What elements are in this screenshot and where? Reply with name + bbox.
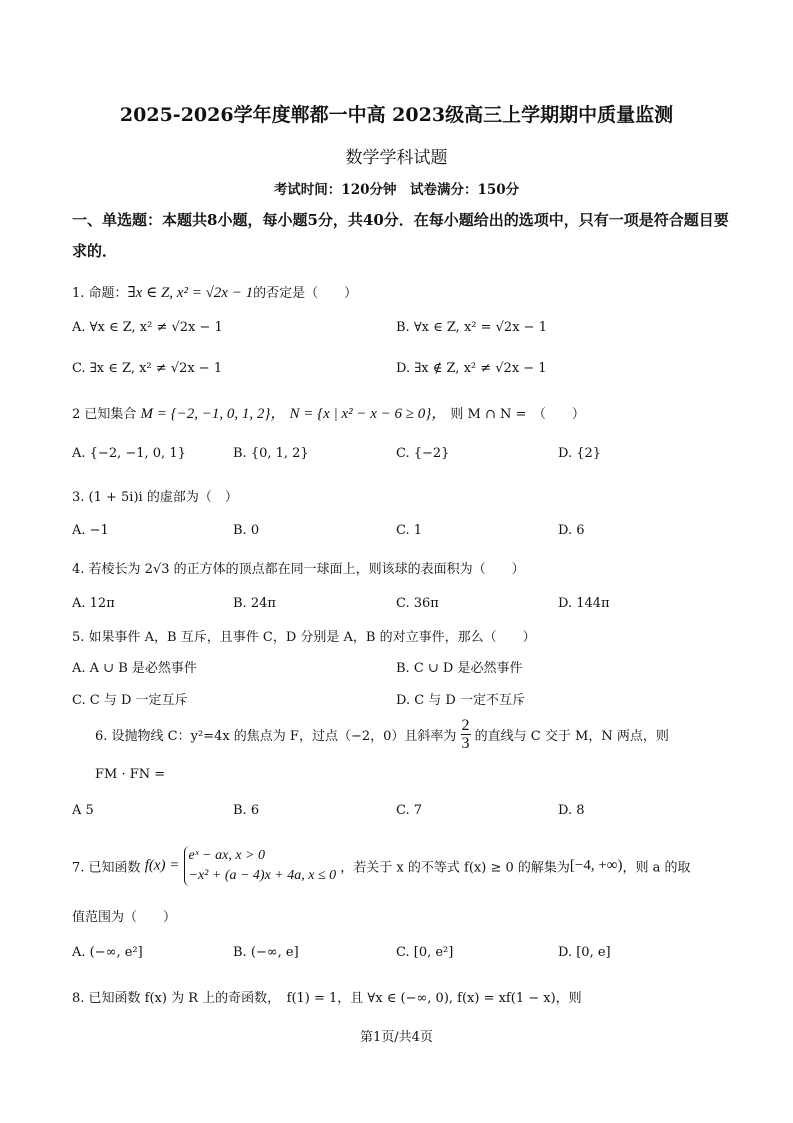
q2-prefix: 2 已知集合 (72, 407, 137, 422)
question-3-stem: 3. (1 + 5i)i 的虚部为（ ） (72, 490, 238, 505)
q2-option-b: B. {0, 1, 2} (233, 446, 309, 461)
q4-option-d: D. 144π (558, 596, 610, 611)
q6-prefix: 6. 设抛物线 C：y²=4x 的焦点为 F，过点（−2，0）且斜率为 (95, 729, 457, 744)
question-2-stem (72, 402, 585, 423)
q6-fraction-denominator: 3 (461, 735, 470, 752)
q1-option-d: D. ∃x ∉ Z, x² ≠ √2x − 1 (396, 361, 547, 376)
q7-option-c: C. [0, e²] (396, 945, 454, 960)
q5-option-d: D. C 与 D 一定不互斥 (396, 693, 525, 708)
q4-option-c: C. 36π (396, 596, 439, 611)
q6-line2: FM · FN = (95, 767, 166, 782)
q5-option-b: B. C ∪ D 是必然事件 (396, 661, 523, 676)
question-8-stem: 8. 已知函数 f(x) 为 R 上的奇函数， f(1) = 1，且 ∀x ∈ (−∞, 0), f(x) = xf(1 − x)，则 (72, 991, 582, 1006)
q7-mid: ，若关于 x 的不等式 f(x) ≥ 0 的解集为 (340, 860, 570, 876)
q1-option-b: B. ∀x ∈ Z, x² = √2x − 1 (396, 320, 547, 335)
q6-fraction-numerator: 2 (461, 717, 470, 734)
question-1-stem (72, 282, 357, 302)
q1-prefix: 1. 命题： (72, 286, 128, 301)
q5-option-c: C. C 与 D 一定互斥 (72, 693, 188, 708)
q3-option-a: A. −1 (72, 523, 109, 538)
q6-option-d: D. 8 (558, 803, 585, 818)
q2-option-a: A. {−2, −1, 0, 1} (72, 446, 186, 461)
q6-option-b: B. 6 (233, 803, 260, 818)
q2-suffix: 则 M ∩ N = （ ） (450, 407, 585, 422)
q7-option-a: A. (−∞, e²] (72, 945, 143, 960)
q1-suffix: 的否定是（ ） (253, 286, 358, 301)
q3-option-c: C. 1 (396, 523, 423, 538)
section-intro: 一、单选题：本题共8小题，每小题5分，共40分．在每小题给出的选项中，只有一项是符合题目要求的． (72, 211, 729, 260)
q6-option-a: A 5 (72, 803, 94, 818)
question-5-stem: 5. 如果事件 A，B 互斥，且事件 C，D 分别是 A，B 的对立事件，那么（ ） (72, 630, 536, 645)
question-6-stem (95, 717, 669, 752)
exam-info: 考试时间：120分钟 试卷满分：150分 (273, 182, 520, 198)
q7-case-1: eˣ − ax, x > 0 (188, 848, 266, 863)
q2-option-d: D. {2} (558, 446, 602, 461)
q6-suffix: 的直线与 C 交于 M，N 两点，则 (474, 729, 669, 744)
q7-interval: [−4, +∞) (569, 857, 623, 874)
q4-option-b: B. 24π (233, 596, 276, 611)
document-title: 2025-2026学年度郸都一中高 2023级高三上学期期中质量监测 (119, 104, 674, 126)
q7-prefix: 7. 已知函数 (72, 860, 141, 876)
q7-case-2: −x² + (a − 4)x + 4a, x ≤ 0 (188, 868, 337, 883)
q2-set-m: M = {−2, −1, 0, 1, 2}， (140, 406, 286, 422)
q3-option-d: D. 6 (558, 523, 585, 538)
q7-option-b: B. (−∞, e] (233, 945, 299, 960)
q1-option-a: A. ∀x ∈ Z, x² ≠ √2x − 1 (72, 320, 223, 335)
q5-option-a: A. A ∪ B 是必然事件 (72, 661, 197, 676)
question-7-stem (72, 846, 691, 886)
q6-option-c: C. 7 (396, 803, 423, 818)
q2-set-n: N = {x | x² − x − 6 ≥ 0}， (289, 406, 447, 422)
q1-math: ∃x ∈ Z, x² = √2x − 1 (127, 285, 254, 301)
question-4-stem: 4. 若棱长为 2√3 的正方体的顶点都在同一球面上，则该球的表面积为（ ） (72, 562, 525, 577)
q1-option-c: C. ∃x ∈ Z, x² ≠ √2x − 1 (72, 361, 223, 376)
q7-func: f(x) = (144, 857, 180, 874)
q7-line2: 值范围为（ ） (72, 910, 177, 925)
q3-option-b: B. 0 (233, 523, 260, 538)
q2-option-c: C. {−2} (396, 446, 450, 461)
page-footer: 第1页/共4页 (360, 1030, 433, 1045)
document-subtitle: 数学学科试题 (345, 148, 448, 168)
q7-option-d: D. [0, e] (558, 945, 611, 960)
q4-option-a: A. 12π (72, 596, 115, 611)
q7-suffix: ，则 a 的取 (622, 860, 691, 876)
q7-piecewise (184, 846, 337, 886)
q6-fraction (461, 717, 471, 752)
